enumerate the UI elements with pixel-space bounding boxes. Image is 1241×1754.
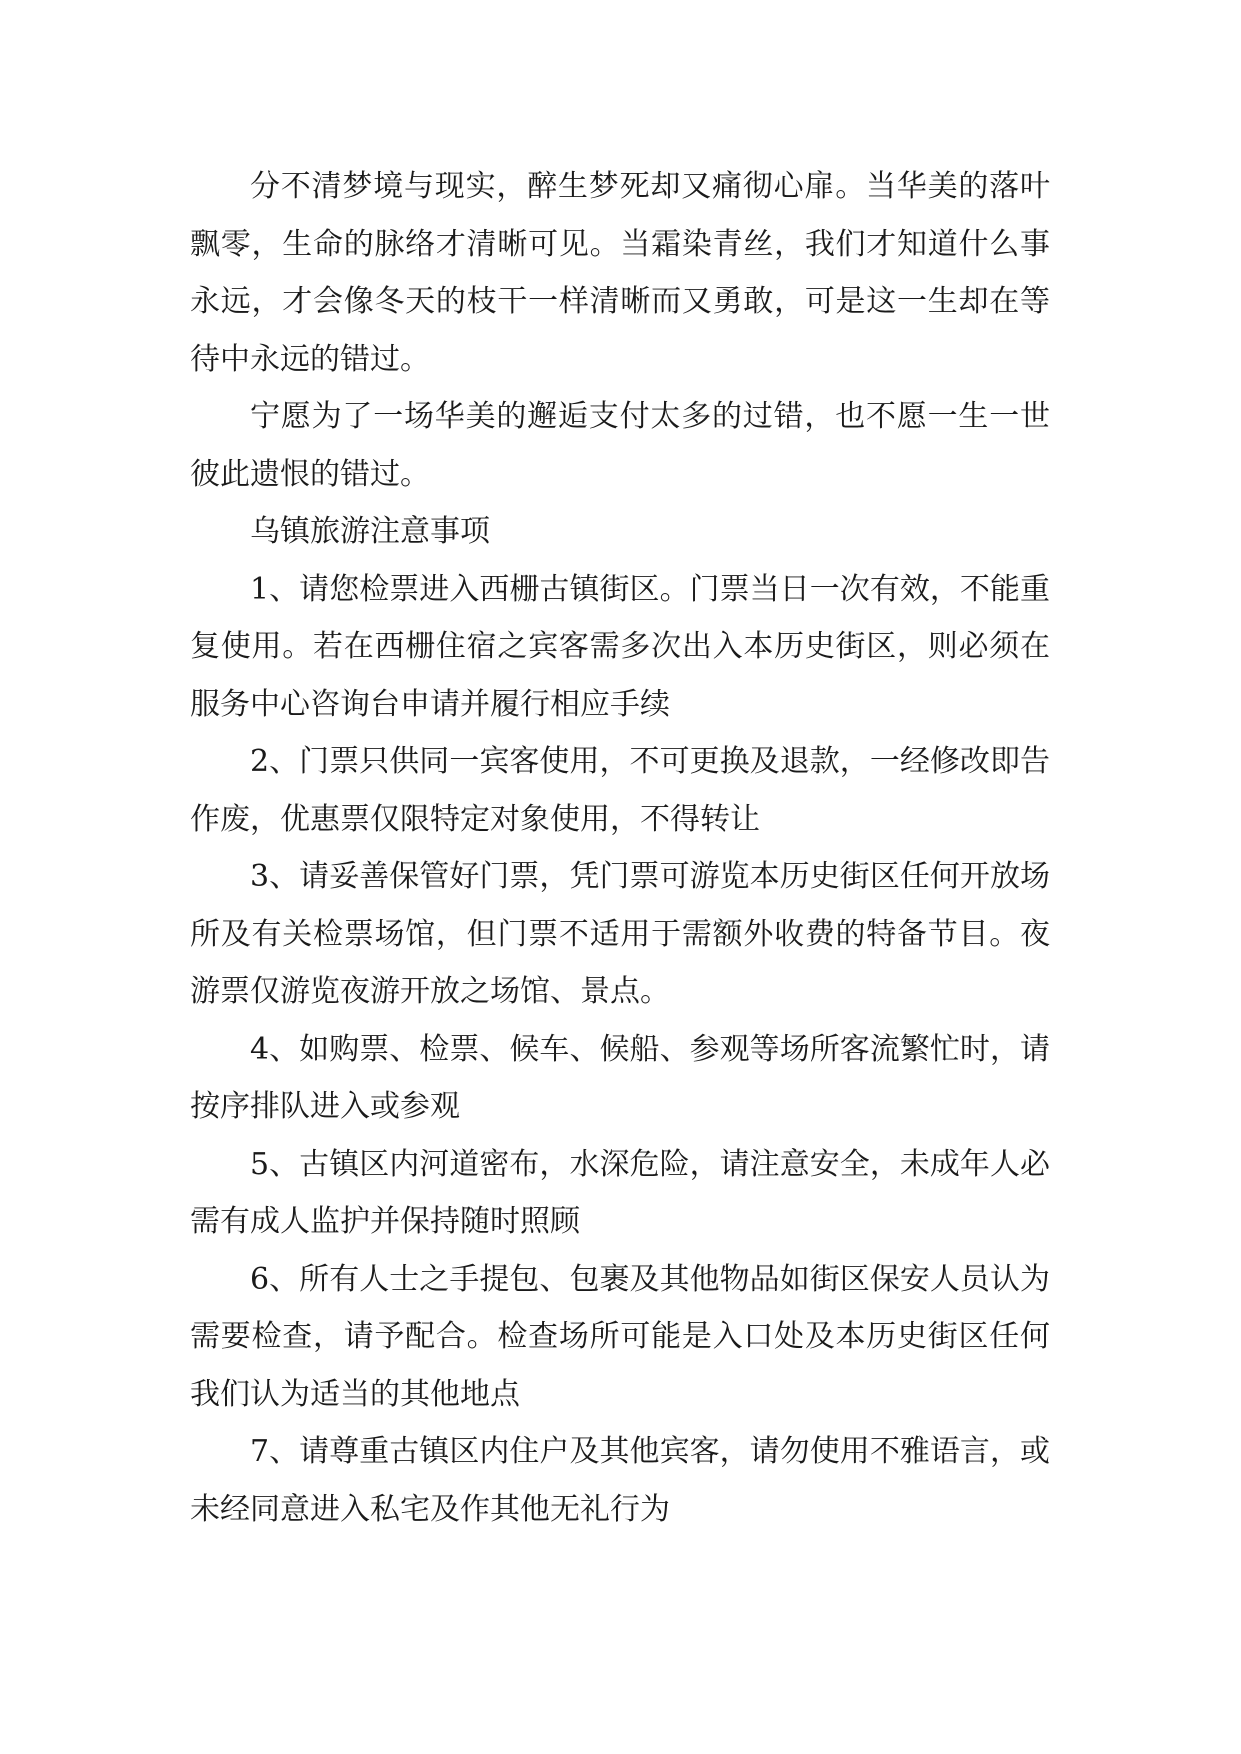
rule-item-2: 2、门票只供同一宾客使用，不可更换及退款，一经修改即告作废，优惠票仅限特定对象使用，不得转让 [190,744,1050,837]
paragraph-dream-reality: 分不清梦境与现实，醉生梦死却又痛彻心扉。当华美的落叶飘零，生命的脉络才清晰可见。当霜染青丝，我们才知道什么事永远，才会像冬天的枝干一样清晰而又勇敢，可是这一生却在等待中永远的错过。 [190,169,1050,377]
section-heading-wuzhen-notes: 乌镇旅游注意事项 [250,514,490,549]
rule-item-4: 4、如购票、检票、候车、候船、参观等场所客流繁忙时，请按序排队进入或参观 [190,1031,1050,1124]
rule-item-1: 1、请您检票进入西栅古镇街区。门票当日一次有效，不能重复使用。若在西栅住宿之宾客需多次出入本历史街区，则必须在服务中心咨询台申请并履行相应手续 [190,571,1050,722]
document-body [190,158,1050,1538]
rule-item-7: 7、请尊重古镇区内住户及其他宾客，请勿使用不雅语言，或未经同意进入私宅及作其他无礼行为 [190,1434,1050,1527]
paragraph-encounter: 宁愿为了一场华美的邂逅支付太多的过错，也不愿一生一世彼此遗恨的错过。 [190,399,1050,492]
rule-item-5: 5、古镇区内河道密布，水深危险，请注意安全，未成年人必需有成人监护并保持随时照顾 [190,1146,1050,1239]
rule-item-3: 3、请妥善保管好门票，凭门票可游览本历史街区任何开放场所及有关检票场馆，但门票不适用于需额外收费的特备节目。夜游票仅游览夜游开放之场馆、景点。 [190,859,1050,1009]
rule-item-6: 6、所有人士之手提包、包裹及其他物品如街区保安人员认为需要检查，请予配合。检查场所可能是入口处及本历史街区任何我们认为适当的其他地点 [190,1261,1050,1412]
